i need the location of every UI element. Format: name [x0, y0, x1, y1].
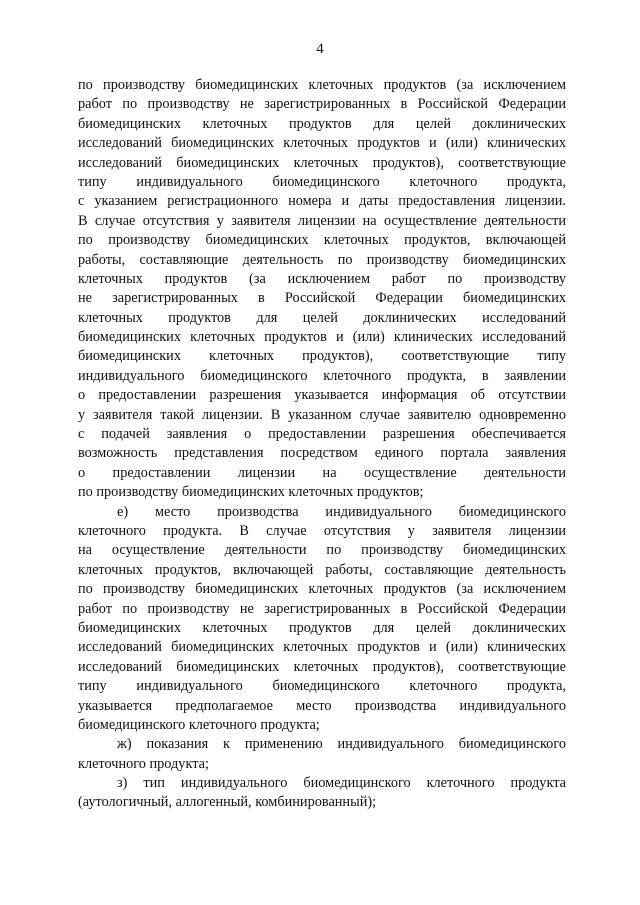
text-line: ж) показания к применению индивидуального биомедицинского — [117, 736, 566, 753]
text-line: указывается предполагаемое место производства индивидуального — [78, 697, 566, 714]
text-line: работы, составляющие деятельность по производству биомедицинских — [78, 251, 566, 268]
text-line: (аутологичный, аллогенный, комбинированный); — [78, 794, 377, 811]
text-line: клеточного продукта; — [78, 755, 209, 772]
text-line: биомедицинских клеточных продуктов для целей доклинических — [78, 619, 566, 636]
text-line: клеточных продуктов (за исключением работ по производству — [78, 270, 566, 287]
text-line: биомедицинских клеточных продуктов), соответствующие типу — [78, 348, 566, 365]
text-line: клеточных продуктов для целей доклинических исследований — [78, 309, 566, 326]
text-line: исследований биомедицинских клеточных продуктов и (или) клинических — [78, 135, 566, 152]
text-line: работ по производству не зарегистрированных в Российской Федерации — [78, 600, 566, 617]
text-line: о предоставлении лицензии на осуществление деятельности — [78, 464, 566, 481]
text-line: не зарегистрированных в Российской Федерации биомедицинских — [78, 290, 566, 307]
text-line: исследований биомедицинских клеточных продуктов), соответствующие — [78, 154, 566, 171]
text-line: по производству биомедицинских клеточных продуктов; — [78, 484, 424, 501]
text-line: индивидуального биомедицинского клеточного продукта, в заявлении — [78, 367, 566, 384]
text-line: клеточных продуктов, включающей работы, составляющие деятельность — [78, 561, 566, 578]
text-line: типу индивидуального биомедицинского клеточного продукта, — [78, 173, 566, 190]
text-line: типу индивидуального биомедицинского клеточного продукта, — [78, 678, 566, 695]
text-line: биомедицинского клеточного продукта; — [78, 716, 320, 733]
text-line: клеточного продукта. В случае отсутствия у заявителя лицензии — [78, 522, 566, 539]
text-line: с указанием регистрационного номера и даты предоставления лицензии. — [78, 193, 566, 210]
text-line: на осуществление деятельности по производству биомедицинских — [78, 542, 566, 559]
page-number: 4 — [316, 41, 324, 57]
text-line: биомедицинских клеточных продуктов и (или) клинических исследований — [78, 329, 566, 346]
text-line: В случае отсутствия у заявителя лицензии на осуществление деятельности — [78, 212, 566, 229]
text-line: з) тип индивидуального биомедицинского клеточного продукта — [117, 775, 566, 792]
text-line: исследований биомедицинских клеточных продуктов и (или) клинических — [78, 639, 566, 656]
document-body — [78, 76, 566, 813]
text-line: по производству биомедицинских клеточных продуктов (за исключением — [78, 581, 566, 598]
text-line: о предоставлении разрешения указывается информация об отсутствии — [78, 387, 566, 404]
text-line: исследований биомедицинских клеточных продуктов), соответствующие — [78, 658, 566, 675]
text-line: по производству биомедицинских клеточных продуктов (за исключением — [78, 77, 566, 93]
text-line: у заявителя такой лицензии. В указанном случае заявителю одновременно — [78, 406, 566, 423]
text-line: с подачей заявления о предоставлении разрешения обеспечивается — [78, 426, 566, 443]
text-line: биомедицинских клеточных продуктов для целей доклинических — [78, 115, 566, 132]
text-line: е) место производства индивидуального биомедицинского — [117, 503, 566, 520]
text-line: возможность представления посредством единого портала заявления — [78, 445, 566, 462]
text-line: по производству биомедицинских клеточных продуктов, включающей — [78, 232, 566, 249]
text-line: работ по производству не зарегистрированных в Российской Федерации — [78, 96, 566, 113]
